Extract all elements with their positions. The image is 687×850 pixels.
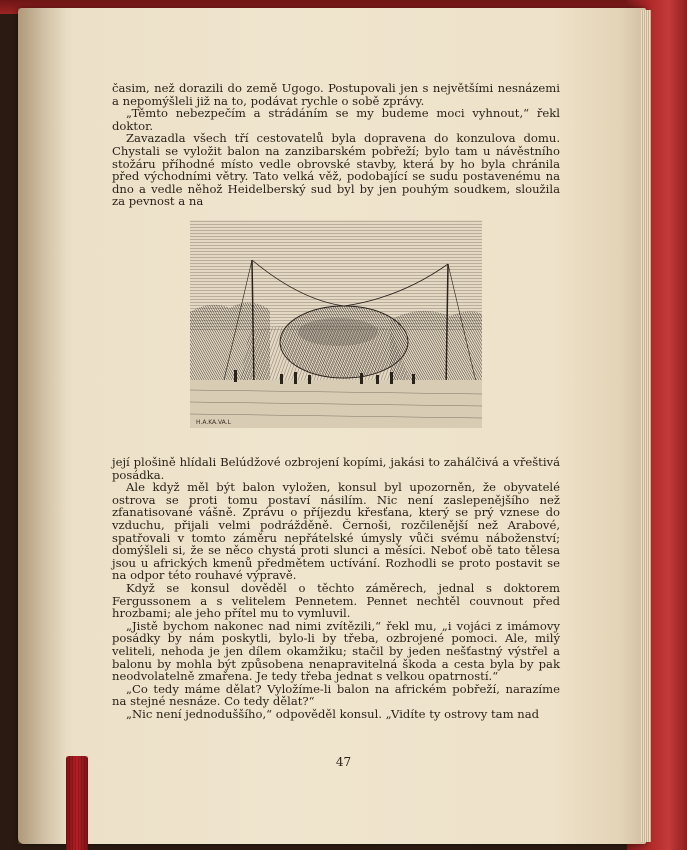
paragraph: Ale když měl být balon vyložen, konsul byl upozorněn, že obyvatelé ostrova se proti tomu postaví násilím. Nic není zaslepenějšího než zfanatisované vášně. Zprávu o příjezdu křesťana, který se prý vznese do vzduchu, přijali velmi podrážděně. Černoši, rozčilenější než Arabové, spatřovali v tomto záměru nepřátelské úmysly vůči svému náboženství; domýšleli si, že se něco chystá proti slunci a měsíci. Neboť obě tato tělesa jsou u afrických kmenů předmětem uctívání. Rozhodli se proto postavit se na odpor této rouhavé výpravě. bbox=[112, 480, 560, 583]
balloon-engraving-illustration bbox=[190, 220, 482, 428]
engraving-drawing bbox=[190, 220, 482, 428]
text-block-top bbox=[112, 82, 560, 208]
illustration-signature: H.A.KA.VA.L bbox=[196, 419, 231, 426]
paragraph: její plošině hlídali Belúdžové ozbrojení kopími, jakási to zahálčivá a vřeštivá posádka. bbox=[112, 455, 560, 482]
paragraph: „Nic není jednoduššího,“ odpověděl konsul. „Vidíte ty ostrovy tam nad bbox=[126, 706, 540, 721]
page-number: 47 bbox=[335, 755, 352, 769]
paragraph: časim, než dorazili do země Ugogo. Postupovali jen s největšími nesnázemi a nepomýšleli již na to, podávat rychle o sobě zprávy. bbox=[112, 81, 560, 108]
paragraph: „Jistě bychom nakonec nad nimi zvítězili,“ řekl mu, „i vojáci z imámovy posádky by nám poskytli, bylo-li by třeba, ozbrojené pomoci. Ale, milý veliteli, nehoda je jen dílem okamžiku; stačil by jeden nešťastný výstřel a balonu by mohla být způsobena nenapravitelná škoda a cesta byla by pak neodvolatelně zmařena. Je tedy třeba jednat s velkou opatrností.“ bbox=[112, 618, 560, 684]
paragraph: Když se konsul dověděl o těchto záměrech, jednal s doktorem Fergussonem a s velitelem Pennetem. Pennet nechtěl couvnout před hrozbami; ale jeho přítel mu to vymluvil. bbox=[112, 580, 560, 621]
text-block-bottom bbox=[112, 456, 560, 720]
bookmark-ribbon bbox=[66, 756, 88, 850]
paragraph: Zavazadla všech tří cestovatelů byla dopravena do konzulova domu. Chystali se vyložit balon na zanzibarském pobřeží; bylo tam u návěstního stožáru příhodné místo vedle obrovské stavby, která by ho byla chránila před východními větry. Tato velká věž, podobající se sudu postavenému na dno a vedle něhož Heidelberský sud byl by jen pouhým soudkem, sloužila za pevnost a na bbox=[112, 131, 560, 209]
page-gutter-shadow bbox=[18, 8, 66, 844]
paragraph: „Co tedy máme dělat? Vyložíme-li balon na africkém pobřeží, narazíme na stejné nesnáze. Co tedy dělat?“ bbox=[112, 681, 560, 709]
paragraph: „Těmto nebezpečím a strádáním se my budeme moci vyhnout,“ řekl doktor. bbox=[112, 106, 560, 133]
page-stack-edges bbox=[641, 10, 651, 842]
